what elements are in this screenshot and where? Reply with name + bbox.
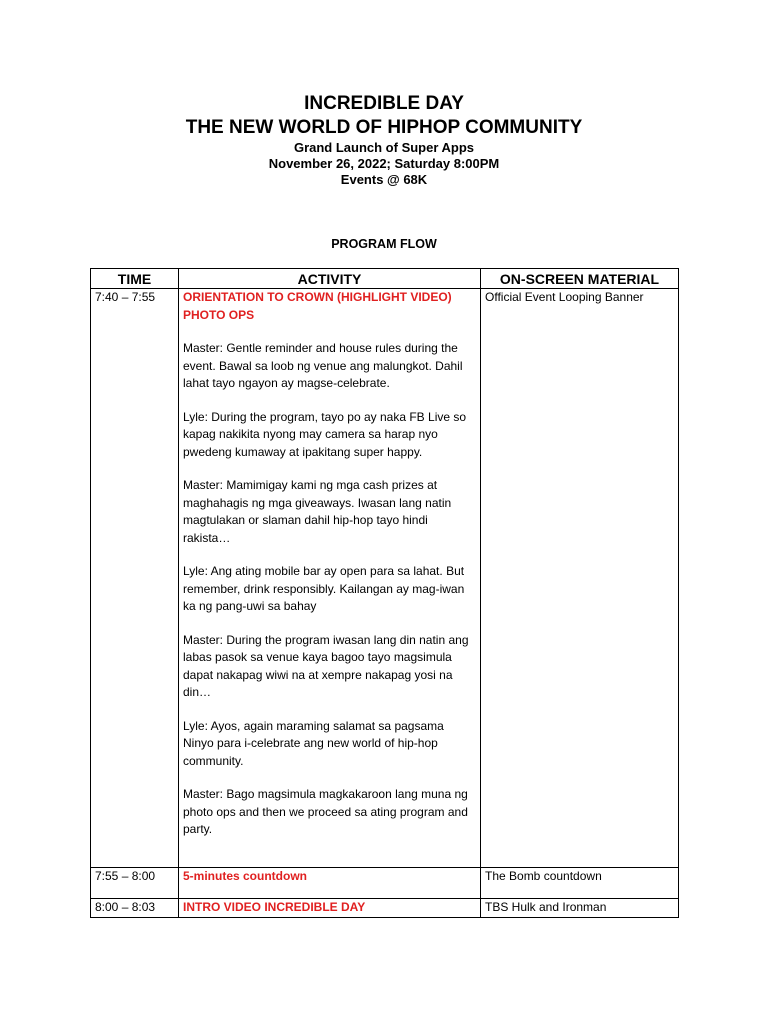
script-paragraph: Master: Mamimigay kami ng mga cash prizes at maghahagis ng mga giveaways. Iwasan lang natin magtulakan or slaman dahil hip-hop tayo hindi rakista… — [183, 478, 452, 545]
table-row — [91, 289, 679, 868]
script-paragraph: Lyle: During the program, tayo po ay naka FB Live so kapag nakikita nyong may camera sa harap nyo pwedeng kumaway at ipakitang super happy. — [183, 409, 467, 459]
document-header — [0, 92, 768, 188]
on-screen-material-cell: The Bomb countdown — [481, 868, 679, 899]
program-flow-table — [90, 268, 679, 918]
script-paragraph: Master: Gentle reminder and house rules during the event. Bawal sa loob ng venue ang malungkot. Dahil lahat tayo ngayon ay magse-celebrate. — [183, 341, 463, 390]
activity-heading: 5-minutes countdown — [183, 869, 307, 883]
event-venue: Events @ 68K — [340, 172, 428, 187]
table-row — [91, 868, 679, 899]
launch-subtitle: Grand Launch of Super Apps — [293, 140, 475, 155]
on-screen-material-cell: Official Event Looping Banner — [481, 289, 679, 868]
table-header-row — [91, 269, 679, 289]
time-cell: 7:55 – 8:00 — [91, 868, 179, 899]
event-subtitle-community: THE NEW WORLD OF HIPHOP COMMUNITY — [185, 117, 583, 138]
script-paragraph: Master: During the program iwasan lang din natin ang labas pasok sa venue kaya bagoo tayo magsimula dapat nakapag wiwi na at xempre nakapag yosi na din… — [183, 632, 469, 699]
activity-cell — [179, 289, 481, 868]
activity-cell — [179, 868, 481, 899]
script-paragraph: Lyle: Ang ating mobile bar ay open para sa lahat. But remember, drink responsibly. Kailangan ay mag-iwan ka ng pang-uwi sa bahay — [183, 564, 465, 613]
event-date-time: November 26, 2022; Saturday 8:00PM — [268, 156, 500, 171]
column-header-activity: ACTIVITY — [179, 269, 481, 289]
on-screen-material-cell: TBS Hulk and Ironman — [481, 899, 679, 918]
column-header-time: TIME — [91, 269, 179, 289]
activity-cell — [179, 899, 481, 918]
time-cell: 7:40 – 7:55 — [91, 289, 179, 868]
section-title-program-flow: PROGRAM FLOW — [331, 237, 437, 251]
activity-heading: ORIENTATION TO CROWN (HIGHLIGHT VIDEO) PHOTO OPS — [183, 290, 452, 322]
time-cell: 8:00 – 8:03 — [91, 899, 179, 918]
activity-heading: INTRO VIDEO INCREDIBLE DAY — [183, 900, 366, 914]
script-paragraph: Lyle: Ayos, again maraming salamat sa pagsama Ninyo para i-celebrate ang new world of hip-hop community. — [183, 718, 444, 768]
table-row — [91, 899, 679, 918]
column-header-on-screen-material: ON-SCREEN MATERIAL — [481, 269, 679, 289]
script-paragraph: Master: Bago magsimula magkakaroon lang muna ng photo ops and then we proceed sa ating program and party. — [183, 787, 468, 836]
event-title: INCREDIBLE DAY — [304, 93, 464, 114]
